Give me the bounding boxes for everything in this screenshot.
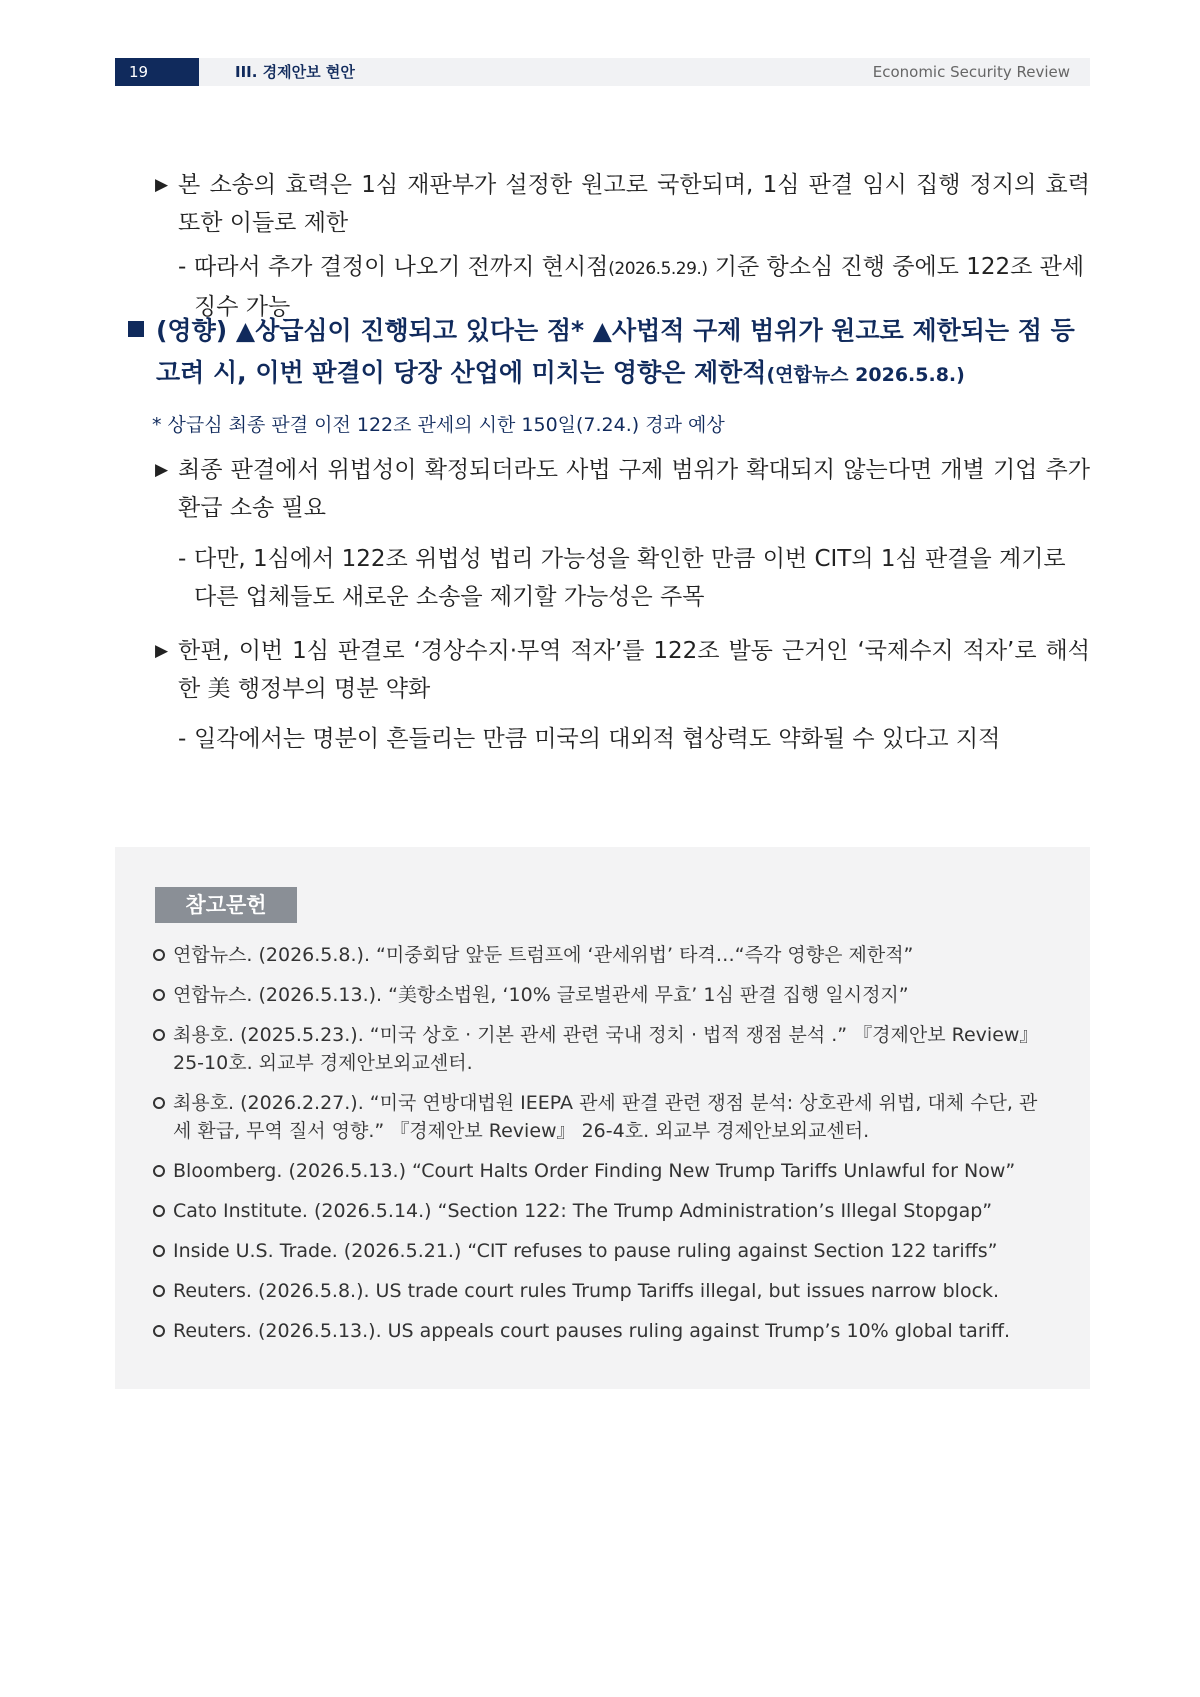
circle-bullet-icon bbox=[153, 1165, 165, 1177]
circle-bullet-icon bbox=[153, 1205, 165, 1217]
references-title: 참고문헌 bbox=[155, 887, 297, 923]
square-bullet-icon bbox=[128, 321, 144, 337]
bullet-item-justification bbox=[155, 632, 1090, 708]
reference-item: 최용호. (2025.5.23.). “미국 상호 · 기본 관세 관련 국내 정치 · 법적 쟁점 분석 .” 『경제안보 Review』 25-10호. 외교부 경제안보외교센터. bbox=[153, 1021, 1053, 1077]
footnote: * 상급심 최종 판결 이전 122조 관세의 시한 150일(7.24.) 경과 예상 bbox=[152, 414, 725, 436]
sub-item-litigation bbox=[178, 540, 1090, 616]
sub-text: 일각에서는 명분이 흔들리는 만큼 미국의 대외적 협상력도 약화될 수 있다고 지적 bbox=[194, 726, 1001, 752]
reference-item: Cato Institute. (2026.5.14.) “Section 122: The Trump Administration’s Illegal Stopgap” bbox=[153, 1197, 1053, 1225]
circle-bullet-icon bbox=[153, 1245, 165, 1257]
page-number: 19 bbox=[115, 58, 199, 86]
bullet-item-refund bbox=[155, 451, 1090, 527]
reference-item: Reuters. (2026.5.13.). US appeals court pauses ruling against Trump’s 10% global tariff. bbox=[153, 1317, 1053, 1345]
triangle-bullet-icon: ▶ bbox=[155, 460, 169, 480]
reference-item: Reuters. (2026.5.8.). US trade court rules Trump Tariffs illegal, but issues narrow block. bbox=[153, 1277, 1053, 1305]
reference-item: 최용호. (2026.2.27.). “미국 연방대법원 IEEPA 관세 판결 관련 쟁점 분석: 상호관세 위법, 대체 수단, 관세 환급, 무역 질서 영향.” 『경제안보 Review』 26-4호. 외교부 경제안보외교센터. bbox=[153, 1089, 1053, 1145]
references-box bbox=[115, 847, 1090, 1389]
sub-item-negotiation bbox=[178, 720, 1090, 758]
sub-text: 다만, 1심에서 122조 위법성 법리 가능성을 확인한 만큼 이번 CIT의 1심 판결을 계기로 다른 업체들도 새로운 소송을 제기할 가능성은 주목 bbox=[194, 546, 1066, 610]
reference-item: 연합뉴스. (2026.5.8.). “미중회담 앞둔 트럼프에 ‘관세위법’ 타격…“즉각 영향은 제한적” bbox=[153, 941, 1053, 969]
dash-bullet: - bbox=[178, 726, 187, 752]
page-header bbox=[115, 58, 1090, 86]
dash-bullet: - bbox=[178, 254, 187, 280]
references-list bbox=[153, 941, 1053, 1357]
headline-text: (영향) ▲상급심이 진행되고 있다는 점* ▲사법적 구제 범위가 원고로 제한되는 점 등 고려 시, 이번 판결이 당장 산업에 미치는 영향은 제한적 bbox=[156, 316, 1075, 387]
circle-bullet-icon bbox=[153, 1285, 165, 1297]
headline-source: (연합뉴스 2026.5.8.) bbox=[766, 364, 965, 386]
bullet-text: 한편, 이번 1심 판결로 ‘경상수지·무역 적자’를 122조 발동 근거인 ‘국제수지 적자’로 해석한 美 행정부의 명분 약화 bbox=[178, 638, 1090, 702]
bullet-item-scope bbox=[155, 166, 1090, 242]
reference-item: Inside U.S. Trade. (2026.5.21.) “CIT refuses to pause ruling against Section 122 tariffs” bbox=[153, 1237, 1053, 1265]
bullet-text: 최종 판결에서 위법성이 확정되더라도 사법 구제 범위가 확대되지 않는다면 개별 기업 추가 환급 소송 필요 bbox=[178, 457, 1090, 521]
sub-date: (2026.5.29.) bbox=[608, 259, 708, 279]
reference-item: 연합뉴스. (2026.5.13.). “美항소법원, ‘10% 글로벌관세 무효’ 1심 판결 집행 일시정지” bbox=[153, 981, 1053, 1009]
circle-bullet-icon bbox=[153, 949, 165, 961]
circle-bullet-icon bbox=[153, 989, 165, 1001]
sub-text-a: 따라서 추가 결정이 나오기 전까지 현시점 bbox=[194, 254, 609, 280]
reference-item: Bloomberg. (2026.5.13.) “Court Halts Order Finding New Trump Tariffs Unlawful for Now” bbox=[153, 1157, 1053, 1185]
circle-bullet-icon bbox=[153, 1097, 165, 1109]
journal-name: Economic Security Review bbox=[872, 63, 1070, 81]
bullet-text: 본 소송의 효력은 1심 재판부가 설정한 원고로 국한되며, 1심 판결 임시 집행 정지의 효력 또한 이들로 제한 bbox=[178, 172, 1090, 236]
section-title: III. 경제안보 현안 bbox=[235, 63, 355, 81]
triangle-bullet-icon: ▶ bbox=[155, 641, 169, 661]
circle-bullet-icon bbox=[153, 1325, 165, 1337]
dash-bullet: - bbox=[178, 546, 187, 572]
circle-bullet-icon bbox=[153, 1029, 165, 1041]
sub-text-b: 기준 항소심 진행 중에도 122조 관세 징수 가능 bbox=[194, 254, 1085, 320]
impact-headline bbox=[128, 310, 1090, 396]
triangle-bullet-icon: ▶ bbox=[155, 175, 169, 195]
